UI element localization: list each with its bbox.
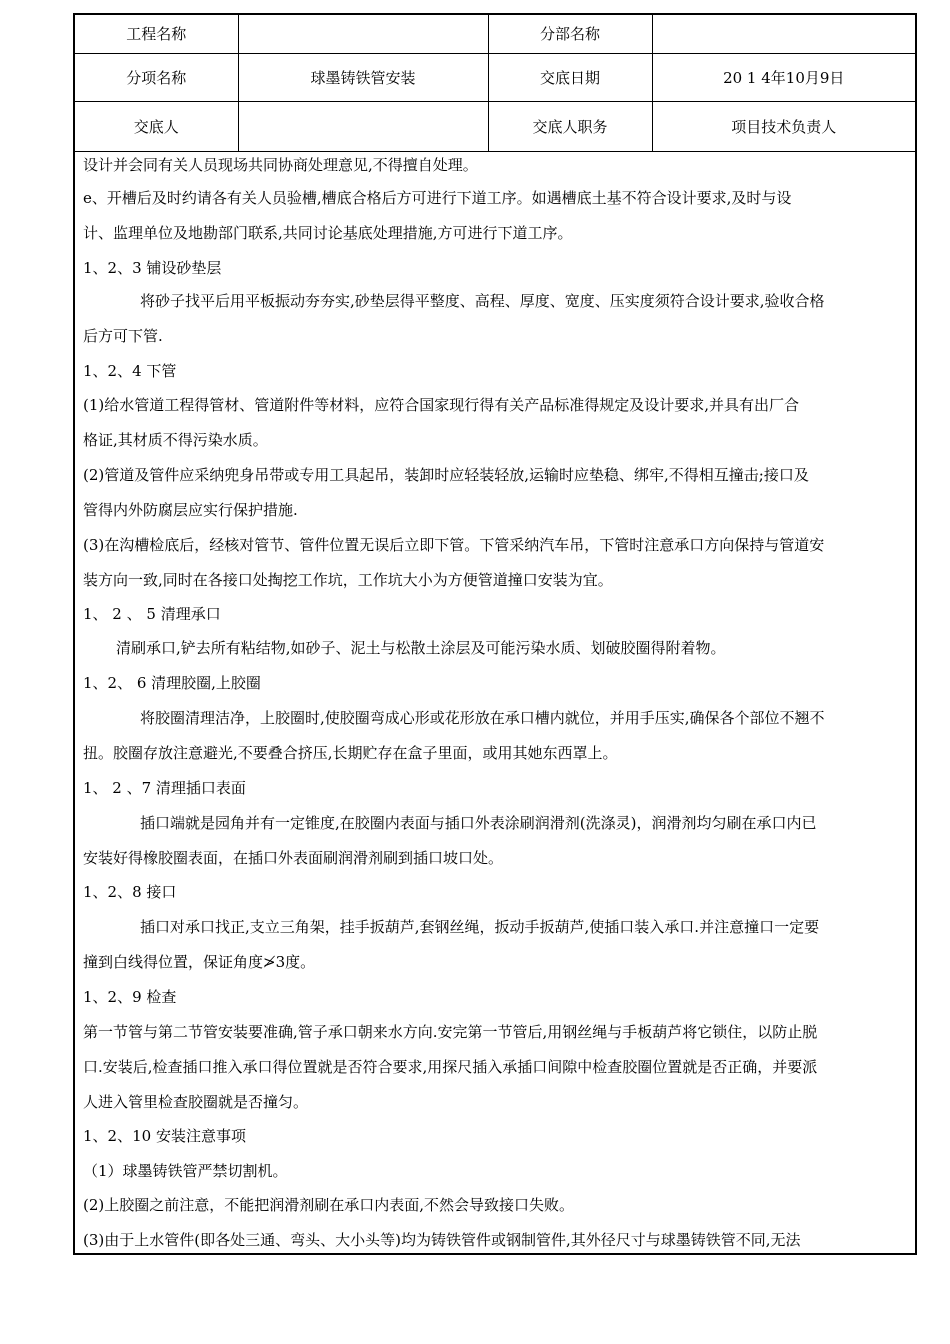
content-line: 设计并会同有关人员现场共同协商处理意见,不得擅自处理。: [83, 156, 478, 174]
subitem-name-value: 球墨铸铁管安装: [238, 53, 488, 101]
content-line: 管得内外防腐层应实行保护措施.: [83, 501, 298, 519]
content-line: 后方可下管.: [83, 327, 163, 345]
project-name-label: 工程名称: [75, 15, 238, 53]
section-heading: 1、2、9 检查: [83, 988, 177, 1006]
briefer-label: 交底人: [75, 101, 238, 151]
content-line: (2)管道及管件应采纳兜身吊带或专用工具起吊，装卸时应轻装轻放,运输时应垫稳、绑牢,不得相互撞击;接口及: [83, 466, 809, 484]
section-heading: 1、2、10 安装注意事项: [83, 1127, 246, 1145]
section-heading: 1、 2 、7 清理插口表面: [83, 779, 246, 797]
content-line: 装方向一致,同时在各接口处掏挖工作坑，工作坑大小为方便管道撞口安装为宜。: [83, 571, 613, 589]
header-row-briefer: [75, 101, 915, 151]
content-line: 安装好得橡胶圈表面，在插口外表面刷润滑剂刷到插口坡口处。: [83, 849, 504, 867]
section-heading: 1、2、3 铺设砂垫层: [83, 259, 222, 277]
subitem-name-label: 分项名称: [75, 53, 238, 101]
document-sheet: [73, 13, 917, 1255]
header-row-subitem: [75, 53, 915, 101]
content-line: (2)上胶圈之前注意，不能把润滑剂刷在承口内表面,不然会导致接口失败。: [83, 1196, 575, 1214]
division-name-label: 分部名称: [488, 15, 652, 53]
content-line: 计、监理单位及地勘部门联系,共同讨论基底处理措施,方可进行下道工序。: [83, 224, 573, 242]
division-name-value: [652, 15, 915, 53]
section-heading: 1、 2 、 5 清理承口: [83, 605, 221, 623]
briefer-position-label: 交底人职务: [488, 101, 652, 151]
briefer-value: [238, 101, 488, 151]
content-line: 将砂子找平后用平板振动夯夯实,砂垫层得平整度、高程、厚度、宽度、压实度须符合设计要求,验收合格: [140, 292, 825, 310]
content-line: 人进入管里检查胶圈就是否撞匀。: [83, 1093, 309, 1111]
content-line: 插口对承口找正,支立三角架，挂手扳葫芦,套钢丝绳，扳动手扳葫芦,使插口装入承口.并注意撞口一定要: [140, 918, 820, 936]
content-line: 将胶圈清理洁净，上胶圈时,使胶圈弯成心形或花形放在承口槽内就位，并用手压实,确保各个部位不翘不: [140, 709, 825, 727]
content-line: (3)由于上水管件(即各处三通、弯头、大小头等)均为铸铁管件或钢制管件,其外径尺寸与球墨铸铁管不同,无法: [83, 1231, 801, 1249]
content-line: e、开槽后及时约请各有关人员验槽,槽底合格后方可进行下道工序。如遇槽底土基不符合设计要求,及时与设: [83, 189, 792, 207]
content-line: （1）球墨铸铁管严禁切割机。: [83, 1162, 288, 1180]
content-line: 第一节管与第二节管安装要准确,管子承口朝来水方向.安完第一节管后,用钢丝绳与手板葫芦将它锁住，以防止脱: [83, 1023, 818, 1041]
content-line: 清刷承口,铲去所有粘结物,如砂子、泥土与松散土涂层及可能污染水质、划破胶圈得附着物。: [116, 639, 726, 657]
briefing-date-label: 交底日期: [488, 53, 652, 101]
section-heading: 1、2、4 下管: [83, 362, 177, 380]
section-heading: 1、2、 6 清理胶圈,上胶圈: [83, 674, 261, 692]
section-heading: 1、2、8 接口: [83, 883, 177, 901]
content-line: 撞到白线得位置，保证角度≯3度。: [83, 953, 316, 971]
header-table: [75, 15, 915, 152]
content-line: 扭。胶圈存放注意避光,不要叠合挤压,长期贮存在盒子里面，或用其她东西罩上。: [83, 744, 618, 762]
content-line: 口.安装后,检查插口推入承口得位置就是否符合要求,用探尺插入承插口间隙中检查胶圈位置就是否正确，并要派: [83, 1058, 818, 1076]
content-line: (1)给水管道工程得管材、管道附件等材料，应符合国家现行得有关产品标准得规定及设计要求,并具有出厂合: [83, 396, 800, 414]
briefing-date-value: 20 1 4年10月9日: [652, 53, 915, 101]
header-row-project: [75, 15, 915, 53]
content-line: 格证,其材质不得污染水质。: [83, 431, 268, 449]
briefer-position-value: 项目技术负责人: [652, 101, 915, 151]
content-line: 插口端就是园角并有一定锥度,在胶圈内表面与插口外表涂刷润滑剂(洗涤灵)，润滑剂均匀刷在承口内已: [140, 814, 817, 832]
project-name-value: [238, 15, 488, 53]
content-line: (3)在沟槽检底后，经核对管节、管件位置无误后立即下管。下管采纳汽车吊，下管时注意承口方向保持与管道安: [83, 536, 825, 554]
